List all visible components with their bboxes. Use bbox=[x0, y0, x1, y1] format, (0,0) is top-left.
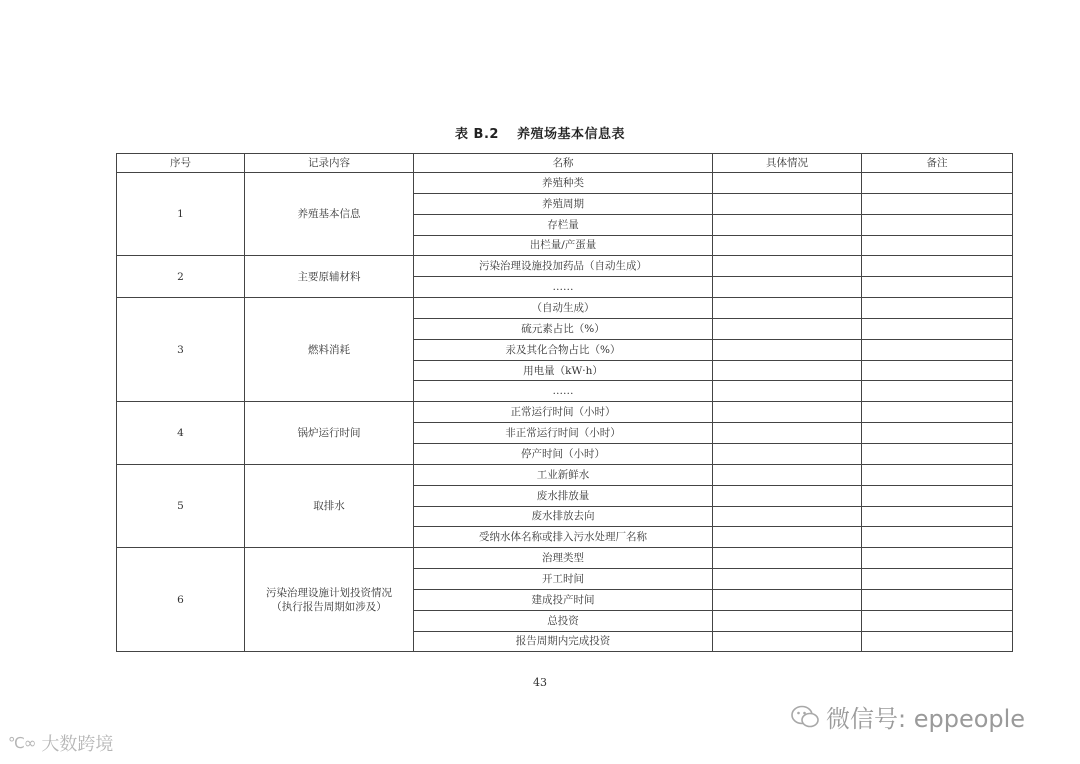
wechat-icon bbox=[790, 704, 820, 730]
wechat-watermark bbox=[790, 699, 1025, 734]
page-number: 43 bbox=[533, 676, 547, 689]
cell-name: 废水排放去向 bbox=[414, 506, 713, 527]
cell-remark[interactable] bbox=[862, 381, 1013, 402]
cell-remark[interactable] bbox=[862, 610, 1013, 631]
cell-name: 停产时间（小时） bbox=[414, 443, 713, 464]
cell-name: …… bbox=[414, 277, 713, 298]
cell-name: 污染治理设施投加药品（自动生成） bbox=[414, 256, 713, 277]
cell-name: 报告周期内完成投资 bbox=[414, 631, 713, 652]
cell-remark[interactable] bbox=[862, 589, 1013, 610]
cell-name: 工业新鲜水 bbox=[414, 464, 713, 485]
cell-detail[interactable] bbox=[713, 527, 862, 548]
cell-index: 3 bbox=[117, 298, 245, 402]
cell-detail[interactable] bbox=[713, 464, 862, 485]
table-number: 表 B.2 bbox=[455, 127, 499, 142]
cell-name: 废水排放量 bbox=[414, 485, 713, 506]
cell-name: 用电量（kW·h） bbox=[414, 360, 713, 381]
cell-detail[interactable] bbox=[713, 631, 862, 652]
cell-content bbox=[245, 548, 414, 652]
header-name: 名称 bbox=[414, 154, 713, 173]
cell-index: 6 bbox=[117, 548, 245, 652]
cell-content bbox=[245, 256, 414, 298]
cell-remark[interactable] bbox=[862, 569, 1013, 590]
table-title bbox=[0, 123, 1080, 142]
table-row bbox=[117, 464, 1013, 485]
cell-detail[interactable] bbox=[713, 298, 862, 319]
content-subtext: （执行报告周期如涉及） bbox=[271, 600, 387, 613]
cell-name: 建成投产时间 bbox=[414, 589, 713, 610]
cell-detail[interactable] bbox=[713, 214, 862, 235]
cell-remark[interactable] bbox=[862, 360, 1013, 381]
cell-detail[interactable] bbox=[713, 402, 862, 423]
cell-content bbox=[245, 298, 414, 402]
cell-detail[interactable] bbox=[713, 173, 862, 194]
cell-detail[interactable] bbox=[713, 548, 862, 569]
cell-detail[interactable] bbox=[713, 443, 862, 464]
cell-name: …… bbox=[414, 381, 713, 402]
table-row bbox=[117, 402, 1013, 423]
content-text: 燃料消耗 bbox=[308, 343, 350, 356]
cell-name: 治理类型 bbox=[414, 548, 713, 569]
cell-remark[interactable] bbox=[862, 548, 1013, 569]
cell-remark[interactable] bbox=[862, 443, 1013, 464]
table-row bbox=[117, 298, 1013, 319]
cell-detail[interactable] bbox=[713, 277, 862, 298]
table-row bbox=[117, 173, 1013, 194]
cell-remark[interactable] bbox=[862, 235, 1013, 256]
content-text: 主要原辅材料 bbox=[297, 270, 361, 283]
cell-name: 总投资 bbox=[414, 610, 713, 631]
farm-info-table bbox=[116, 153, 1013, 652]
cell-name: 出栏量/产蛋量 bbox=[414, 235, 713, 256]
brand-logo-icon: ℃∞ bbox=[8, 734, 36, 752]
table-row bbox=[117, 548, 1013, 569]
cell-detail[interactable] bbox=[713, 318, 862, 339]
cell-detail[interactable] bbox=[713, 589, 862, 610]
cell-detail[interactable] bbox=[713, 423, 862, 444]
cell-remark[interactable] bbox=[862, 256, 1013, 277]
content-text: 取排水 bbox=[313, 500, 345, 512]
cell-remark[interactable] bbox=[862, 506, 1013, 527]
cell-remark[interactable] bbox=[862, 298, 1013, 319]
cell-content bbox=[245, 464, 414, 547]
cell-content bbox=[245, 402, 414, 465]
cell-remark[interactable] bbox=[862, 339, 1013, 360]
cell-name: 养殖种类 bbox=[414, 173, 713, 194]
cell-index: 1 bbox=[117, 173, 245, 256]
cell-remark[interactable] bbox=[862, 464, 1013, 485]
content-text: 锅炉运行时间 bbox=[297, 427, 361, 440]
cell-name: 非正常运行时间（小时） bbox=[414, 423, 713, 444]
cell-name: （自动生成） bbox=[414, 298, 713, 319]
cell-index: 5 bbox=[117, 464, 245, 547]
header-index: 序号 bbox=[117, 154, 245, 173]
cell-remark[interactable] bbox=[862, 173, 1013, 194]
header-content: 记录内容 bbox=[245, 154, 414, 173]
content-text: 养殖基本信息 bbox=[297, 208, 361, 221]
cell-remark[interactable] bbox=[862, 402, 1013, 423]
table-row bbox=[117, 256, 1013, 277]
cell-name: 硫元素占比（%） bbox=[414, 318, 713, 339]
cell-remark[interactable] bbox=[862, 485, 1013, 506]
cell-detail[interactable] bbox=[713, 569, 862, 590]
header-detail: 具体情况 bbox=[713, 154, 862, 173]
cell-detail[interactable] bbox=[713, 256, 862, 277]
cell-content bbox=[245, 173, 414, 256]
cell-index: 2 bbox=[117, 256, 245, 298]
table-title-text: 养殖场基本信息表 bbox=[516, 127, 625, 142]
cell-remark[interactable] bbox=[862, 318, 1013, 339]
cell-name: 养殖周期 bbox=[414, 193, 713, 214]
cell-name: 存栏量 bbox=[414, 214, 713, 235]
brand-watermark-text: 大数跨境 bbox=[41, 734, 114, 755]
cell-remark[interactable] bbox=[862, 527, 1013, 548]
content-text: 污染治理设施计划投资情况 bbox=[266, 586, 392, 599]
brand-watermark bbox=[8, 730, 113, 756]
wechat-id-text: 微信号: eppeople bbox=[826, 705, 1026, 733]
cell-remark[interactable] bbox=[862, 631, 1013, 652]
cell-detail[interactable] bbox=[713, 339, 862, 360]
cell-detail[interactable] bbox=[713, 610, 862, 631]
cell-remark[interactable] bbox=[862, 423, 1013, 444]
header-remark: 备注 bbox=[862, 154, 1013, 173]
cell-detail[interactable] bbox=[713, 360, 862, 381]
cell-name: 正常运行时间（小时） bbox=[414, 402, 713, 423]
cell-remark[interactable] bbox=[862, 193, 1013, 214]
cell-detail[interactable] bbox=[713, 235, 862, 256]
table-header-row bbox=[117, 154, 1013, 173]
cell-name: 开工时间 bbox=[414, 569, 713, 590]
cell-remark[interactable] bbox=[862, 214, 1013, 235]
cell-remark[interactable] bbox=[862, 277, 1013, 298]
cell-detail[interactable] bbox=[713, 193, 862, 214]
cell-index: 4 bbox=[117, 402, 245, 465]
cell-name: 受纳水体名称或排入污水处理厂名称 bbox=[414, 527, 713, 548]
cell-detail[interactable] bbox=[713, 485, 862, 506]
table-body bbox=[117, 173, 1013, 652]
cell-name: 汞及其化合物占比（%） bbox=[414, 339, 713, 360]
cell-detail[interactable] bbox=[713, 381, 862, 402]
cell-detail[interactable] bbox=[713, 506, 862, 527]
